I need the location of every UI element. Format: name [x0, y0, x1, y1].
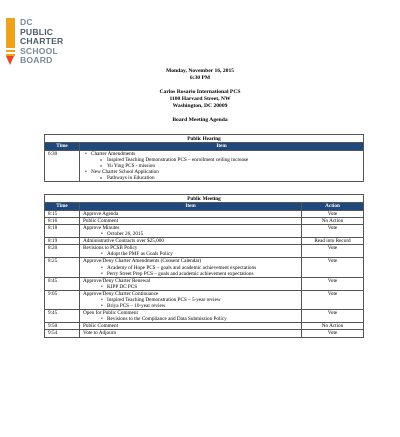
- meeting-date: Monday, November 16, 2015: [165, 68, 235, 74]
- col-action: Action: [302, 203, 364, 211]
- table-row: [45, 330, 364, 337]
- row-time: 9:45: [45, 310, 80, 323]
- row-item: [80, 290, 302, 309]
- row-time: 9:54: [45, 330, 80, 337]
- list-item: • New Charter School Application: [83, 169, 360, 175]
- table-row: [45, 217, 364, 224]
- col-time: Time: [45, 203, 80, 211]
- row-item: [80, 238, 302, 245]
- row-item-title: Open for Public Comment: [83, 310, 138, 317]
- row-item-title: Public Comment: [83, 217, 119, 224]
- list-item: o Inspired Teaching Demonstration PCS – enrollment ceiling increase: [83, 157, 360, 163]
- table-row: [45, 323, 364, 330]
- meeting-city: Washington, DC 20009: [172, 103, 228, 109]
- pencil-icon: [6, 18, 15, 68]
- logo-line-public: PUBLIC: [20, 26, 54, 37]
- list-item: • KIPP DC PCS: [83, 284, 298, 290]
- row-item-title: Approve/Deny Charter Amendments (Consent Calendar): [83, 258, 202, 265]
- list-item: o Pathways in Education: [83, 175, 360, 181]
- list-item: • Inspired Teaching Demonstration PCS – 5-year review: [83, 297, 298, 303]
- table-row: [45, 290, 364, 309]
- row-action: No Action: [302, 217, 364, 224]
- row-action: Vote: [302, 245, 364, 258]
- row-time: 8:15: [45, 210, 80, 217]
- row-item-title: Approve/Deny Charter Renewal: [83, 277, 151, 284]
- public-hearing-table: [44, 134, 364, 182]
- row-item-title: Vote to Adjourn: [83, 330, 117, 337]
- meeting-street: 1100 Harvard Street, NW: [169, 96, 231, 102]
- table-row: [45, 150, 364, 181]
- row-item: [80, 277, 302, 290]
- row-time: 8:19: [45, 238, 80, 245]
- row-item-title: Approve/Deny Charter Continuance: [83, 290, 159, 297]
- meeting-venue: Carlos Rosario International PCS: [159, 89, 241, 95]
- row-item: [80, 210, 302, 217]
- meeting-time: 6:30 PM: [189, 75, 211, 81]
- table-row: [45, 238, 364, 245]
- meeting-header: [0, 68, 400, 124]
- row-time: 8:45: [45, 277, 80, 290]
- logo-line-board: BOARD: [20, 55, 53, 66]
- col-item: Item: [80, 203, 302, 211]
- public-meeting-table: [44, 194, 364, 338]
- row-time: 8:16: [45, 217, 80, 224]
- row-time: 8:18: [45, 224, 80, 237]
- table-row: [45, 258, 364, 277]
- list-item: • Revisions to the Compliance and Data Submission Policy: [83, 316, 298, 322]
- row-item: [80, 330, 302, 337]
- row-item: [80, 245, 302, 258]
- row-time: 8:25: [45, 258, 80, 277]
- public-hearing-title: Public Hearing: [45, 135, 364, 143]
- row-item: [80, 150, 364, 181]
- row-action: Vote: [302, 224, 364, 237]
- row-item-title: Revisions to PCSB Policy: [83, 245, 138, 252]
- row-item: [80, 224, 302, 237]
- row-time: 6:30: [45, 150, 80, 181]
- col-item: Item: [80, 143, 364, 151]
- row-time: 9:05: [45, 290, 80, 309]
- logo-wordmark: [20, 18, 63, 66]
- row-item: [80, 310, 302, 323]
- logo-line-charter: CHARTER: [20, 36, 64, 47]
- list-item: • Adopt the PMF as Goals Policy: [83, 251, 298, 257]
- row-action: Vote: [302, 210, 364, 217]
- public-meeting-title: Public Meeting: [45, 195, 364, 203]
- list-item: • October 26, 2015: [83, 231, 298, 237]
- row-item: [80, 323, 302, 330]
- row-action: Vote: [302, 290, 364, 309]
- row-item-title: Approve Agenda: [83, 210, 119, 217]
- list-item: • Perry Street Prep PCS – goals and academic achievement expectations: [83, 271, 298, 277]
- row-time: 8:20: [45, 245, 80, 258]
- table-row: [45, 277, 364, 290]
- list-item: • Briya PCS – 10-year review: [83, 303, 298, 309]
- row-action: Vote: [302, 330, 364, 337]
- row-action: Vote: [302, 258, 364, 277]
- row-item: [80, 258, 302, 277]
- row-action: Vote: [302, 277, 364, 290]
- table-row: [45, 310, 364, 323]
- agenda-title: Board Meeting Agenda: [172, 117, 228, 123]
- row-action: Vote: [302, 310, 364, 323]
- logo-line-school: SCHOOL: [20, 45, 58, 56]
- table-row: [45, 224, 364, 237]
- row-action: Read into Record: [302, 238, 364, 245]
- list-item: • Academy of Hope PCS – goals and academic achievement expectations: [83, 265, 298, 271]
- logo-line-dc: DC: [20, 17, 33, 27]
- table-row: [45, 210, 364, 217]
- list-item: • Charter Amendments: [83, 151, 360, 157]
- list-item: o Yu Ying PCS - mission: [83, 163, 360, 169]
- row-item: [80, 217, 302, 224]
- public-meeting-rows: [45, 210, 364, 337]
- row-item-title: Public Comment: [83, 323, 119, 330]
- row-item-title: Approve Minutes: [83, 224, 120, 231]
- table-row: [45, 245, 364, 258]
- row-action: No Action: [302, 323, 364, 330]
- row-item-title: Administrative Contracts over $25,000: [83, 238, 164, 245]
- col-time: Time: [45, 143, 80, 151]
- row-time: 9:50: [45, 323, 80, 330]
